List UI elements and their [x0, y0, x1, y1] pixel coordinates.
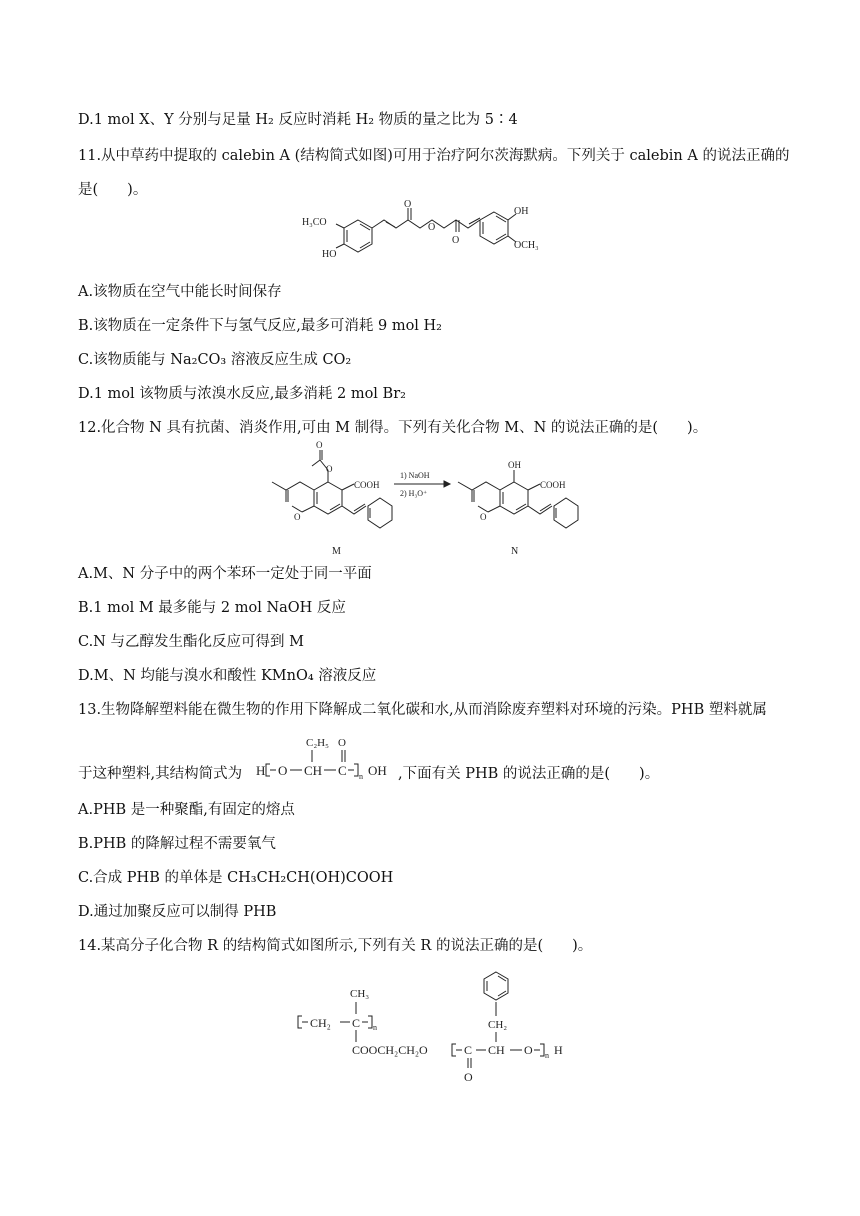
- calebin-a-structure: [300, 200, 560, 280]
- r-o-bottom: O: [464, 1070, 473, 1084]
- r-coo-chain: COOCH₂CH₂O: [352, 1043, 428, 1057]
- q14-stem: 14.某高分子化合物 R 的结构简式如图所示,下列有关 R 的说法正确的是( )。: [78, 938, 593, 954]
- label-och3: OCH₃: [514, 240, 539, 251]
- q13-option-d: D.通过加聚反应可以制得 PHB: [78, 904, 277, 920]
- reaction-scheme-m-to-n: [268, 440, 598, 564]
- m-label-o-methoxy: O: [294, 512, 301, 522]
- label-h3co: H₃CO: [302, 217, 327, 228]
- label-o-carbonyl: O: [452, 235, 460, 246]
- label-n: N: [511, 546, 519, 557]
- q12-option-a: A.M、N 分子中的两个苯环一定处于同一平面: [78, 566, 372, 582]
- n-label-cooh: COOH: [540, 480, 566, 490]
- reagent-h3o: 2) H₃O⁺: [400, 489, 428, 498]
- q11-option-d: D.1 mol 该物质与浓溴水反应,最多消耗 2 mol Br₂: [78, 386, 406, 402]
- q13-option-c: C.合成 PHB 的单体是 CH₃CH₂CH(OH)COOH: [78, 870, 394, 886]
- r-n-right: n: [545, 1051, 549, 1060]
- q12-option-b: B.1 mol M 最多能与 2 mol NaOH 反应: [78, 600, 346, 616]
- phb-formula: [256, 732, 396, 792]
- q12-option-c: C.N 与乙醇发生酯化反应可得到 M: [78, 634, 304, 650]
- q11-stem-line2: 是( )。: [78, 182, 148, 198]
- n-label-o-methoxy: O: [480, 512, 487, 522]
- r-ch2-top: CH₂: [488, 1019, 508, 1031]
- m-label-cooh: COOH: [354, 480, 380, 490]
- r-ch2-left: CH₂: [310, 1016, 331, 1030]
- q10-option-d: D.1 mol X、Y 分别与足量 H₂ 反应时消耗 H₂ 物质的量之比为 5∶4: [78, 112, 518, 128]
- phb-c2h5: C₂H₅: [306, 737, 329, 749]
- reagent-naoh: 1) NaOH: [400, 471, 430, 480]
- n-label-oh: OH: [508, 460, 521, 470]
- phb-carbonyl-o: O: [338, 737, 346, 749]
- q13-stem-line2a: 于这种塑料,其结构简式为: [78, 766, 243, 782]
- phb-h: H: [256, 763, 266, 778]
- phb-oh: OH: [368, 763, 387, 778]
- r-c-left: C: [352, 1016, 361, 1030]
- q13-option-a: A.PHB 是一种聚酯,有固定的熔点: [78, 802, 295, 818]
- q12-option-d: D.M、N 均能与溴水和酸性 KMnO₄ 溶液反应: [78, 668, 377, 684]
- phb-o: O: [278, 763, 288, 778]
- q11-option-b: B.该物质在一定条件下与氢气反应,最多可消耗 9 mol H₂: [78, 318, 442, 334]
- r-o-right: O: [524, 1043, 533, 1057]
- r-n-left: n: [373, 1023, 377, 1032]
- r-ch3: CH₃: [350, 988, 370, 1000]
- label-m: M: [332, 546, 341, 557]
- m-label-o-top: O: [316, 440, 323, 450]
- phb-c: C: [338, 763, 347, 778]
- label-oh: OH: [514, 206, 529, 217]
- phb-ch: CH: [304, 763, 323, 778]
- q13-stem-line1: 13.生物降解塑料能在微生物的作用下降解成二氧化碳和水,从而消除废弃塑料对环境的污染。PHB 塑料就属: [78, 702, 767, 718]
- q12-stem: 12.化合物 N 具有抗菌、消炎作用,可由 M 制得。下列有关化合物 M、N 的说法正确的是( )。: [78, 420, 708, 436]
- q13-stem-line2b: ,下面有关 PHB 的说法正确的是( )。: [398, 766, 660, 782]
- phb-n: n: [359, 772, 363, 781]
- q11-option-a: A.该物质在空气中能长时间保存: [78, 284, 282, 300]
- r-ch-right: CH: [488, 1043, 505, 1057]
- label-o-ketone: O: [404, 200, 412, 210]
- r-h-end: H: [554, 1043, 563, 1057]
- polymer-r-structure: [294, 964, 584, 1094]
- label-ho: HO: [322, 249, 337, 260]
- r-c-right: C: [464, 1043, 473, 1057]
- q11-stem-line1: 11.从中草药中提取的 calebin A (结构简式如图)可用于治疗阿尔茨海默病。下列关于 calebin A 的说法正确的: [78, 148, 790, 164]
- label-o-ester: O: [428, 222, 436, 233]
- m-label-o-ester: O: [326, 464, 333, 474]
- q11-option-c: C.该物质能与 Na₂CO₃ 溶液反应生成 CO₂: [78, 352, 352, 368]
- q13-option-b: B.PHB 的降解过程不需要氧气: [78, 836, 276, 852]
